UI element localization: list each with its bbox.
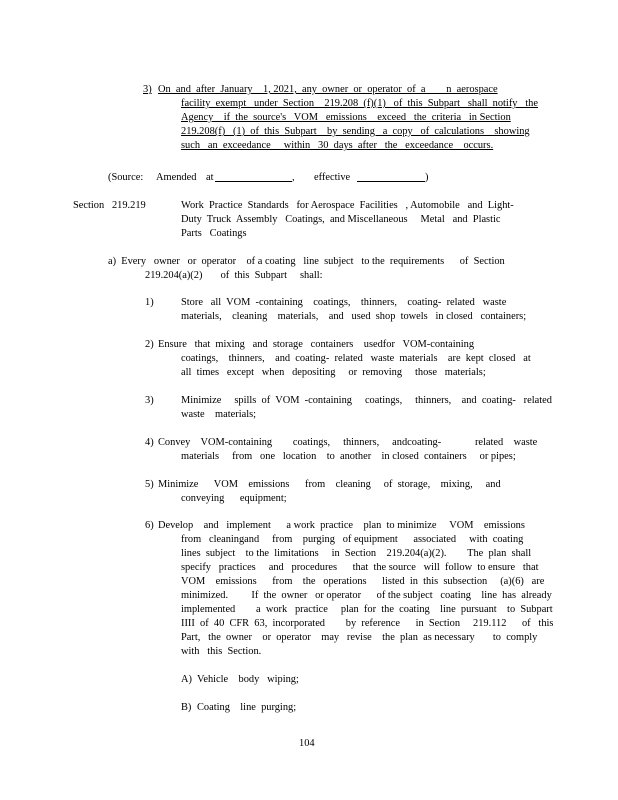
item-4-line-1: Convey VOM-containing coatings, thinners, andcoating- related waste [158,437,538,448]
amendment-line-2: facility exempt under Section 219.208 (f)(1) of this Subpart shall notify the [181,98,538,109]
item-6-line-1: Develop and implement a work practice plan to minimize VOM emissions [158,520,525,531]
item-5-line-1: Minimize VOM emissions from cleaning of storage, mixing, and [158,479,501,490]
amended-date-blank [215,172,292,182]
amendment-line-3: Agency if the source's VOM emissions exceed the criteria in Section [181,112,511,123]
subitem-b-label: B) [181,702,192,713]
subitem-a-label: A) [181,674,192,685]
item-6-line-3: lines subject to the limitations in Section 219.204(a)(2). The plan shall [181,548,532,559]
item-2-line-2: coatings, thinners, and coating- related waste materials are kept closed at [181,353,531,364]
item-6-line-5: VOM emissions from the operations listed in this subsection (a)(6) are [181,576,545,587]
item-3-number: 3) [145,395,154,406]
item-2-line-1: Ensure that mixing and storage containers usedfor VOM-containing [158,339,475,350]
item-1-number: 1) [145,297,154,308]
section-title-line-1: Work Practice Standards for Aerospace Facilities , Automobile and Light- [181,200,514,211]
item-6-line-6: minimized. If the owner or operator of the subject coating line has already [181,590,552,601]
item-6-line-4: specify practices and procedures that the source will follow to ensure that [181,562,539,573]
item-6-line-7: implemented a work practice plan for the coating line pursuant to Subpart [181,604,553,615]
item-2-line-3: all times except when depositing or removing those materials; [181,367,486,378]
subitem-a-text: Vehicle body wiping; [197,674,299,685]
item-4-line-2: materials from one location to another in closed containers or pipes; [181,451,516,462]
item-5-line-2: conveying equipment; [181,493,287,504]
source-close: ) [425,172,429,183]
page-number: 104 [299,738,315,749]
source-comma: , [292,172,295,183]
section-title-line-2: Duty Truck Assembly Coatings, and Miscellaneous Metal and Plastic [181,214,501,225]
item-2-number: 2) [145,339,154,350]
amendment-item-number: 3) [143,84,152,95]
amendment-line-1: On and after January 1, 2021, any owner or operator of a n aerospace [158,84,498,95]
source-at: at [206,172,214,183]
item-4-number: 4) [145,437,154,448]
item-1-line-2: materials, cleaning materials, and used shop towels in closed containers; [181,311,527,322]
amendment-line-5: such an exceedance within 30 days after the exceedance occurs. [181,140,494,151]
source-effective: effective [314,172,351,183]
item-3-line-1: Minimize spills of VOM -containing coatings, thinners, and coating- related [181,395,552,406]
source-label: (Source: [108,172,144,183]
item-6-line-10: with this Section. [181,646,262,657]
section-title-line-3: Parts Coatings [181,228,247,239]
item-6-line-8: IIII of 40 CFR 63, incorporated by reference in Section 219.112 of this [181,618,554,629]
item-1-line-1: Store all VOM -containing coatings, thinners, coating- related waste [181,297,507,308]
item-5-number: 5) [145,479,154,490]
item-6-line-9: Part, the owner or operator may revise the plan as necessary to comply [181,632,538,643]
subitem-b-text: Coating line purging; [197,702,297,713]
amendment-line-4: 219.208(f) (1) of this Subpart by sending a copy of calculations showing [181,126,530,137]
section-label: Section 219.219 [73,200,146,211]
item-3-line-2: waste materials; [181,409,257,420]
item-6-line-2: from cleaningand from purging of equipment associated with coating [181,534,524,545]
para-a-line-2: 219.204(a)(2) of this Subpart shall: [145,270,323,281]
effective-date-blank [357,172,425,182]
para-a-line-1: a) Every owner or operator of a coating line subject to the requirements of Section [108,256,505,267]
item-6-number: 6) [145,520,154,531]
source-amended: Amended [156,172,197,183]
